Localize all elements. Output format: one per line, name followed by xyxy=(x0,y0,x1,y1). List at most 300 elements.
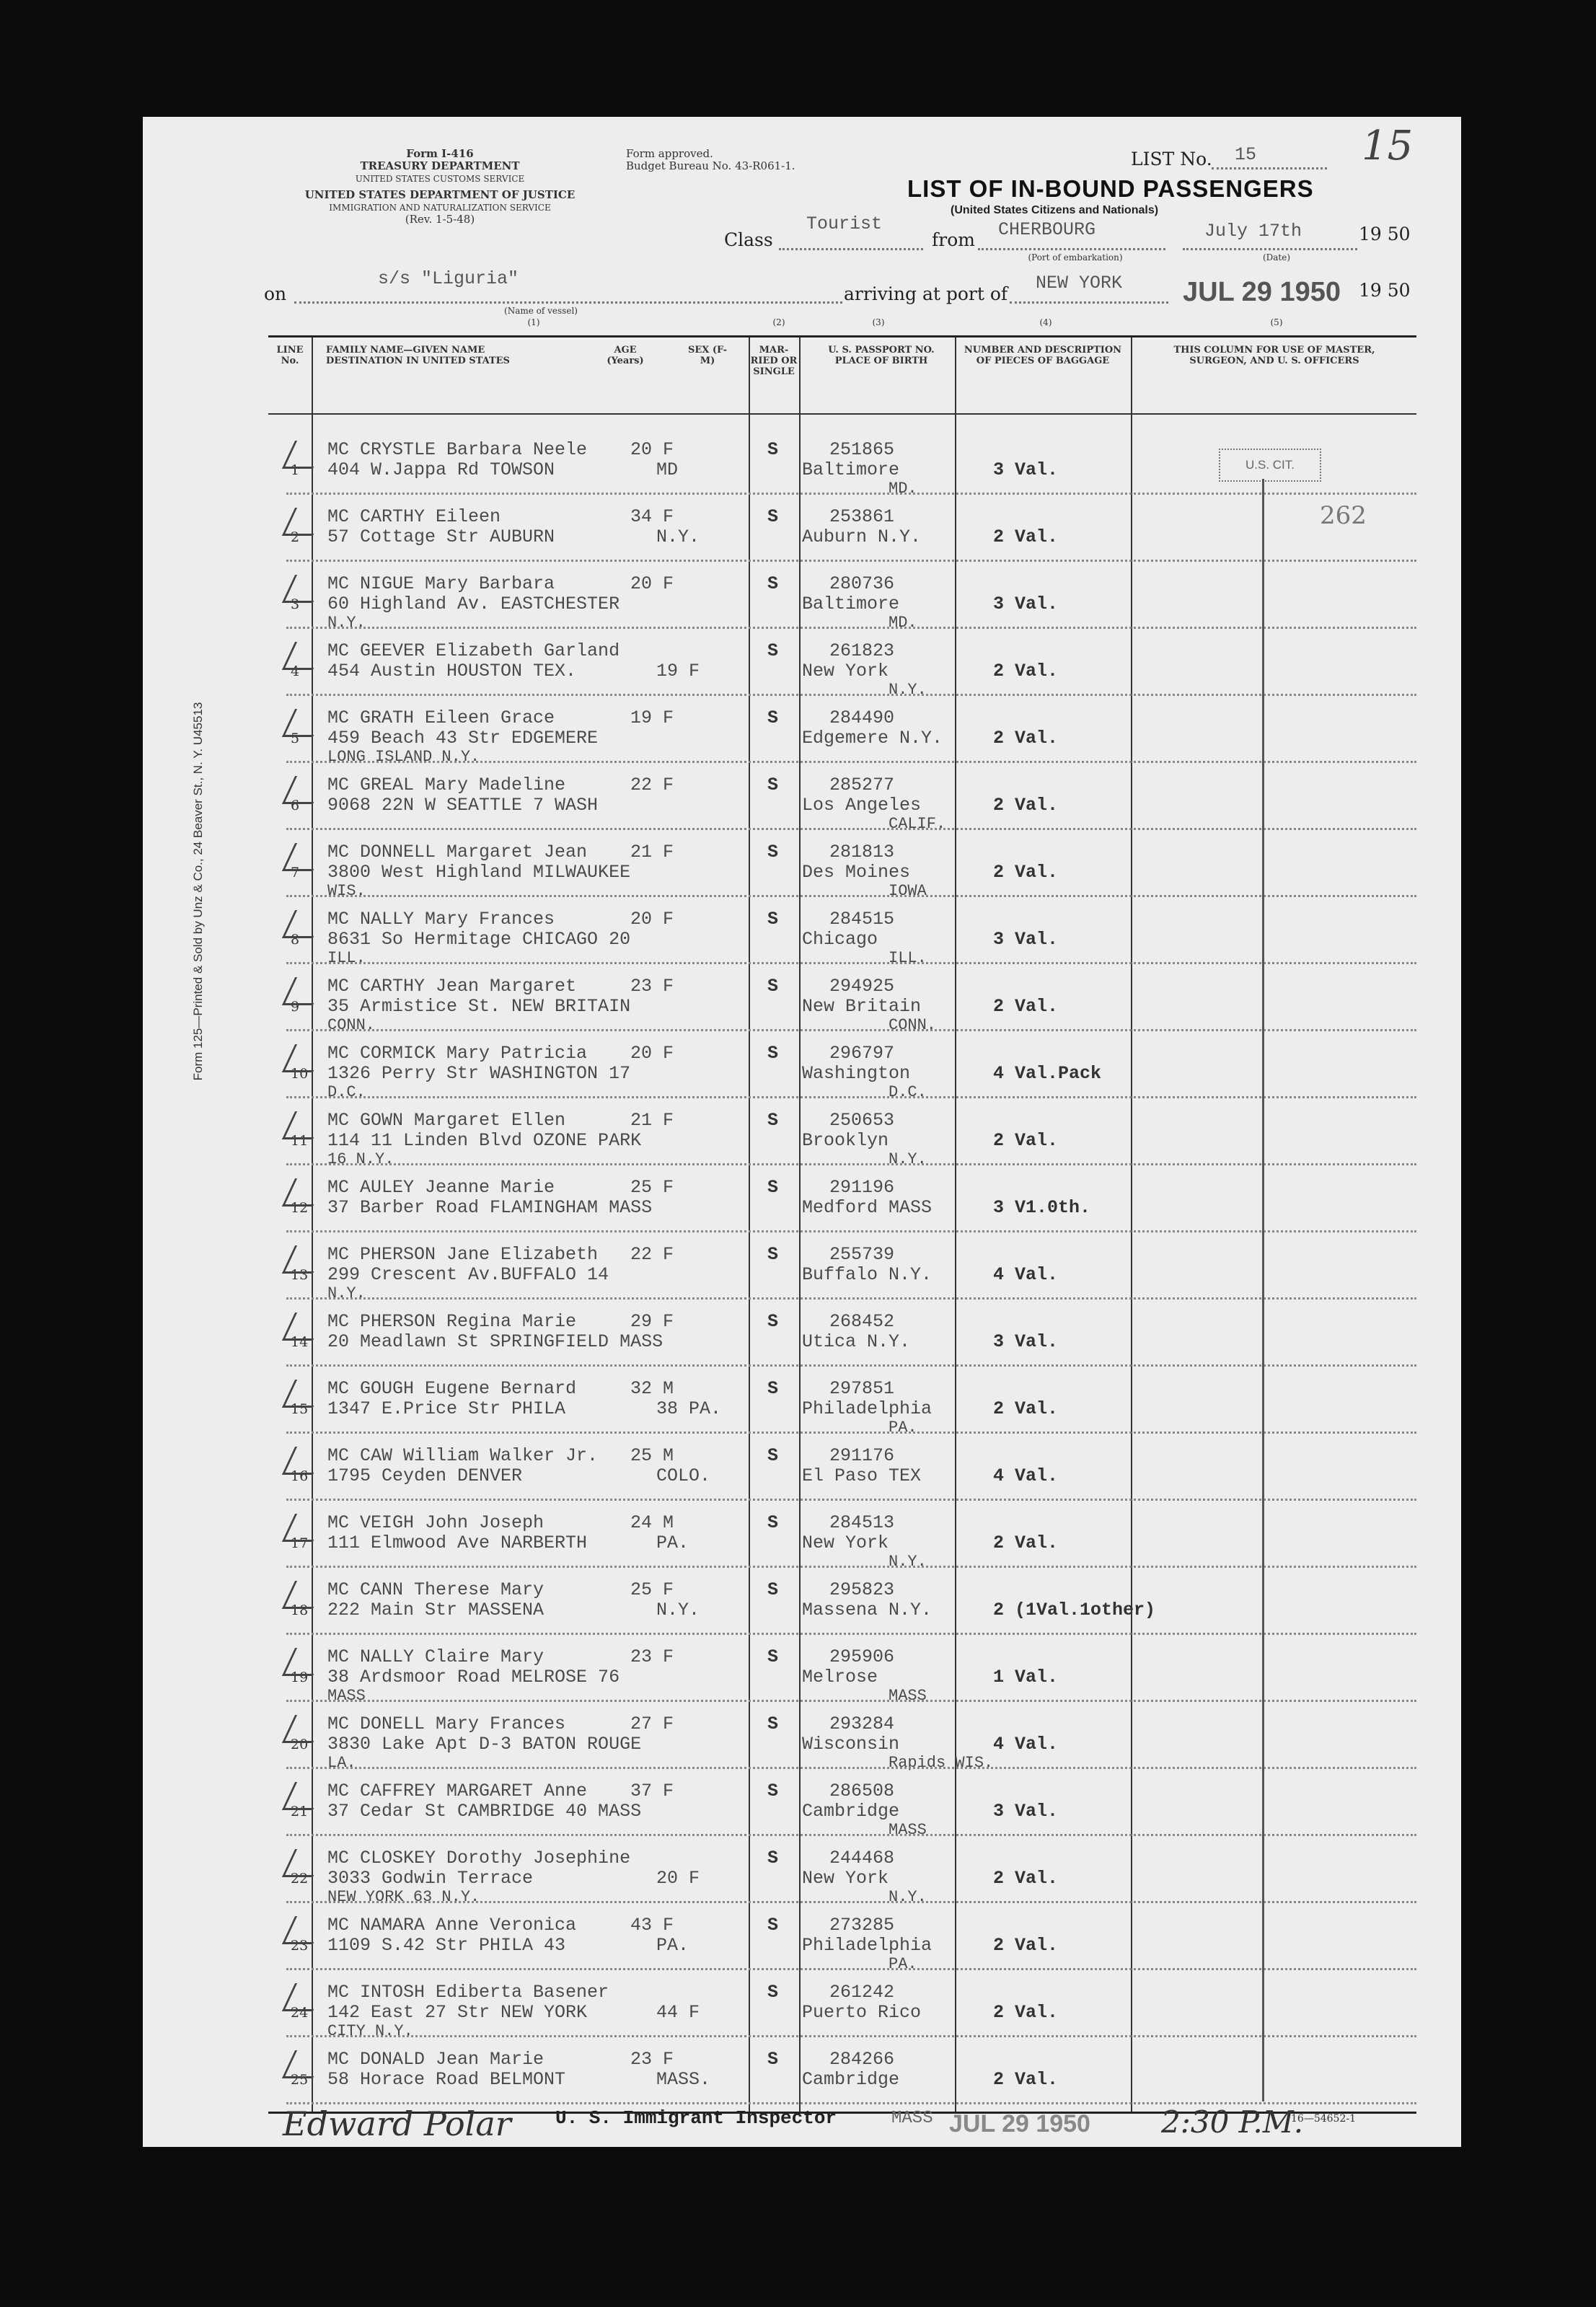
passport-number: 255739 xyxy=(829,1244,895,1265)
table-row xyxy=(268,1769,1416,1839)
table-row xyxy=(268,1098,1416,1168)
place-of-birth-state: MASS xyxy=(889,1687,927,1705)
table-row xyxy=(268,1232,1416,1300)
checkmark-icon xyxy=(282,977,326,1005)
table-row xyxy=(268,1836,1416,1906)
col-header-officers: THIS COLUMN FOR USE OF MASTER, SURGEON, AND U. S. OFFICERS xyxy=(1173,345,1375,366)
place-of-birth-state: MD. xyxy=(889,614,917,632)
place-of-birth: Auburn N.Y. xyxy=(802,526,922,547)
passenger-name: MC CLOSKEY Dorothy Josephine xyxy=(327,1848,631,1869)
destination-address: 20 Meadlawn St SPRINGFIELD MASS xyxy=(327,1331,663,1352)
inspector-signature: Edward Polar xyxy=(283,2104,511,2143)
age-sex: 32 M xyxy=(630,1378,674,1399)
place-of-birth-state: N.Y. xyxy=(889,1888,927,1906)
passenger-name: MC CARTHY Eileen xyxy=(327,506,501,527)
table-row xyxy=(268,495,1416,562)
place-of-birth-state: IOWA xyxy=(889,882,927,900)
form-approved: Form approved. xyxy=(626,147,713,160)
place-of-birth-state: CONN. xyxy=(889,1016,937,1034)
destination-address: 114 11 Linden Blvd OZONE PARK xyxy=(327,1130,642,1151)
age-sex: 20 F xyxy=(630,573,674,594)
table-row xyxy=(268,964,1416,1034)
pencil-annotation: 262 xyxy=(1320,501,1367,530)
age-sex: 29 F xyxy=(630,1311,674,1332)
destination-state: 44 F xyxy=(656,2002,700,2023)
marital-status: S xyxy=(767,1043,779,1064)
passport-number: 261823 xyxy=(829,640,895,661)
arrival-port: NEW YORK xyxy=(1036,273,1123,294)
place-of-birth: Massena N.Y. xyxy=(802,1600,933,1620)
destination-address: 222 Main Str MASSENA xyxy=(327,1600,545,1620)
passenger-name: MC NAMARA Anne Veronica xyxy=(327,1915,577,1936)
passport-number: 250653 xyxy=(829,1110,895,1131)
marital-status: S xyxy=(767,1445,779,1466)
checkmark-icon xyxy=(282,1849,326,1877)
header-rule xyxy=(268,413,1416,415)
footer-time: 2:30 P.M. xyxy=(1161,2104,1304,2140)
row-line-number: 12 xyxy=(291,1200,309,1216)
from-label: from xyxy=(932,229,975,250)
baggage: 2 (1Val.1other) xyxy=(993,1600,1156,1620)
age-sex: 21 F xyxy=(630,1110,674,1131)
table-row xyxy=(268,562,1416,632)
passenger-name: MC NIGUE Mary Barbara xyxy=(327,573,555,594)
baggage: 3 V1.0th. xyxy=(993,1197,1091,1218)
row-line-number: 25 xyxy=(291,2072,309,2088)
destination-state: MD xyxy=(656,459,679,480)
checkmark-icon xyxy=(282,709,326,737)
baggage: 2 Val. xyxy=(993,1868,1059,1889)
baggage: 2 Val. xyxy=(993,2069,1059,2090)
table-row xyxy=(268,1903,1416,1973)
place-of-birth-state: N.Y. xyxy=(889,1553,927,1571)
place-of-birth: Brooklyn xyxy=(802,1130,889,1151)
passport-number: 291176 xyxy=(829,1445,895,1466)
checkmark-icon xyxy=(282,1313,326,1341)
baggage: 3 Val. xyxy=(993,1331,1059,1352)
list-number-line xyxy=(1212,167,1327,169)
passport-number: 293284 xyxy=(829,1713,895,1734)
us-citizen-stamp: U.S. CIT. xyxy=(1219,449,1321,482)
baggage: 2 Val. xyxy=(993,1935,1059,1956)
inspector-extra: MASS xyxy=(891,2109,933,2128)
destination-address: 1347 E.Price Str PHILA xyxy=(327,1398,566,1419)
marital-status: S xyxy=(767,1848,779,1869)
destination-extra: N.Y. xyxy=(327,614,366,632)
place-of-birth: New York xyxy=(802,661,889,681)
passenger-name: MC GOWN Margaret Ellen xyxy=(327,1110,566,1131)
passenger-name: MC DONNELL Margaret Jean xyxy=(327,842,588,863)
destination-extra: LA. xyxy=(327,1754,356,1772)
row-line-number: 1 xyxy=(291,462,300,478)
place-of-birth-state: PA. xyxy=(889,1955,917,1973)
row-line-number: 22 xyxy=(291,1871,309,1887)
age-sex: 27 F xyxy=(630,1713,674,1734)
destination-address: 404 W.Jappa Rd TOWSON xyxy=(327,459,555,480)
place-of-birth: Utica N.Y. xyxy=(802,1331,911,1352)
destination-state: N.Y. xyxy=(656,526,700,547)
arriving-label: arriving at port of xyxy=(844,283,1008,304)
table-row xyxy=(268,830,1416,900)
us-citizen-bracket-line xyxy=(1262,479,1264,2101)
passport-number: 291196 xyxy=(829,1177,895,1198)
passenger-name: MC GREAL Mary Madeline xyxy=(327,775,566,795)
checkmark-icon xyxy=(282,441,326,469)
row-line-number: 13 xyxy=(291,1267,309,1283)
destination-extra: N.Y. xyxy=(327,1284,366,1302)
destination-state: N.Y. xyxy=(656,1600,700,1620)
passport-number: 261242 xyxy=(829,1982,895,2003)
marital-status: S xyxy=(767,1244,779,1265)
row-line-number: 11 xyxy=(291,1133,309,1149)
destination-address: 60 Highland Av. EASTCHESTER xyxy=(327,594,620,614)
checkmark-icon xyxy=(282,2050,326,2078)
passenger-name: MC DONALD Jean Marie xyxy=(327,2049,545,2070)
marital-status: S xyxy=(767,1915,779,1936)
destination-state: MASS. xyxy=(656,2069,711,2090)
passport-number: 295906 xyxy=(829,1646,895,1667)
passport-number: 295823 xyxy=(829,1579,895,1600)
row-line-number: 24 xyxy=(291,2005,309,2021)
checkmark-icon xyxy=(282,1178,326,1207)
age-sex: 24 M xyxy=(630,1512,674,1533)
age-sex: 25 F xyxy=(630,1177,674,1198)
passenger-name: MC CRYSTLE Barbara Neele xyxy=(327,439,588,460)
passenger-name: MC PHERSON Regina Marie xyxy=(327,1311,577,1332)
passport-number: 281813 xyxy=(829,842,895,863)
destination-state: 38 PA. xyxy=(656,1398,722,1419)
budget-bureau: Budget Bureau No. 43-R061-1. xyxy=(626,159,795,172)
from-caption: (Port of embarkation) xyxy=(1028,252,1123,263)
age-sex: 23 F xyxy=(630,2049,674,2070)
class-label: Class xyxy=(724,229,773,250)
arrival-year: 19 50 xyxy=(1359,280,1411,301)
destination-state: 19 F xyxy=(656,661,700,681)
destination-extra: CONN. xyxy=(327,1016,376,1034)
checkmark-icon xyxy=(282,1044,326,1072)
place-of-birth-state: PA. xyxy=(889,1419,917,1437)
passenger-name: MC CORMICK Mary Patricia xyxy=(327,1043,588,1064)
passenger-name: MC GOUGH Eugene Bernard xyxy=(327,1378,577,1399)
marital-status: S xyxy=(767,1982,779,2003)
caption-3: (3) xyxy=(872,317,885,327)
baggage: 4 Val.Pack xyxy=(993,1063,1102,1084)
passenger-name: MC AULEY Jeanne Marie xyxy=(327,1177,555,1198)
destination-address: 111 Elmwood Ave NARBERTH xyxy=(327,1532,588,1553)
table-row xyxy=(268,2037,1416,2104)
page-subtitle: (United States Citizens and Nationals) xyxy=(951,204,1159,216)
table-row xyxy=(268,1165,1416,1232)
list-number-handwritten: 15 xyxy=(1362,123,1414,169)
baggage: 2 Val. xyxy=(993,996,1059,1017)
table-row xyxy=(268,763,1416,833)
marital-status: S xyxy=(767,1311,779,1332)
destination-extra: LONG ISLAND N.Y. xyxy=(327,748,480,766)
list-number-value: 15 xyxy=(1235,144,1257,165)
place-of-birth-state: ILL. xyxy=(889,949,927,967)
marital-status: S xyxy=(767,506,779,527)
passenger-table xyxy=(268,335,1416,2114)
col-header-age: AGE (Years) xyxy=(607,345,644,366)
age-sex: 25 F xyxy=(630,1579,674,1600)
destination-address: 454 Austin HOUSTON TEX. xyxy=(327,661,577,681)
arrival-date-stamp: JUL 29 1950 xyxy=(1183,277,1341,307)
baggage: 2 Val. xyxy=(993,862,1059,883)
destination-state: PA. xyxy=(656,1532,689,1553)
col-header-name: FAMILY NAME—GIVEN NAME DESTINATION IN UNITED STATES xyxy=(326,345,510,366)
marital-status: S xyxy=(767,842,779,863)
checkmark-icon xyxy=(282,1581,326,1609)
checkmark-icon xyxy=(282,1245,326,1274)
marital-status: S xyxy=(767,1646,779,1667)
place-of-birth: New Britain xyxy=(802,996,922,1017)
place-of-birth: New York xyxy=(802,1868,889,1889)
marital-status: S xyxy=(767,1781,779,1801)
place-of-birth: Philadelphia xyxy=(802,1398,933,1419)
checkmark-icon xyxy=(282,843,326,871)
destination-address: 142 East 27 Str NEW YORK xyxy=(327,2002,588,2023)
row-line-number: 6 xyxy=(291,798,300,813)
date-value: July 17th xyxy=(1204,221,1302,242)
destination-extra: NEW YORK 63 N.Y. xyxy=(327,1888,480,1906)
destination-address: 38 Ardsmoor Road MELROSE 76 xyxy=(327,1667,620,1688)
col-header-passport: U. S. PASSPORT NO. PLACE OF BIRTH xyxy=(828,345,935,366)
passenger-name: MC CARTHY Jean Margaret xyxy=(327,976,577,997)
table-row xyxy=(268,1300,1416,1367)
destination-address: 37 Barber Road FLAMINGHAM MASS xyxy=(327,1197,653,1218)
col-header-sex: SEX (F-M) xyxy=(687,345,728,366)
place-of-birth-state: MD. xyxy=(889,480,917,498)
destination-address: 9068 22N W SEATTLE 7 WASH xyxy=(327,795,599,816)
date-line xyxy=(1183,248,1357,250)
baggage: 2 Val. xyxy=(993,795,1059,816)
marital-status: S xyxy=(767,1378,779,1399)
row-line-number: 7 xyxy=(291,865,300,881)
place-of-birth: El Paso TEX xyxy=(802,1465,922,1486)
passport-number: 284515 xyxy=(829,909,895,930)
list-number-label: LIST No. xyxy=(1131,149,1212,169)
place-of-birth: Medford MASS xyxy=(802,1197,933,1218)
age-sex: 20 F xyxy=(630,1043,674,1064)
destination-extra: ILL. xyxy=(327,949,366,967)
checkmark-icon xyxy=(282,575,326,603)
age-sex: 21 F xyxy=(630,842,674,863)
marital-status: S xyxy=(767,573,779,594)
checkmark-icon xyxy=(282,1514,326,1542)
marital-status: S xyxy=(767,640,779,661)
destination-extra: MASS xyxy=(327,1687,366,1705)
destination-extra: WIS. xyxy=(327,882,366,900)
row-line-number: 4 xyxy=(291,663,300,679)
destination-address: 299 Crescent Av.BUFFALO 14 xyxy=(327,1264,609,1285)
marital-status: S xyxy=(767,1177,779,1198)
place-of-birth: Buffalo N.Y. xyxy=(802,1264,933,1285)
checkmark-icon xyxy=(282,1782,326,1810)
marital-status: S xyxy=(767,1110,779,1131)
age-sex: 23 F xyxy=(630,976,674,997)
age-sex: 20 F xyxy=(630,909,674,930)
baggage: 3 Val. xyxy=(993,459,1059,480)
passport-number: 273285 xyxy=(829,1915,895,1936)
passenger-name: MC PHERSON Jane Elizabeth xyxy=(327,1244,599,1265)
place-of-birth: Melrose xyxy=(802,1667,878,1688)
place-of-birth-state: N.Y. xyxy=(889,681,927,699)
from-value: CHERBOURG xyxy=(998,219,1096,240)
place-of-birth-state: D.C. xyxy=(889,1083,927,1101)
date-year: 19 50 xyxy=(1359,224,1411,244)
place-of-birth: New York xyxy=(802,1532,889,1553)
passenger-name: MC CANN Therese Mary xyxy=(327,1579,545,1600)
passenger-name: MC GEEVER Elizabeth Garland xyxy=(327,640,620,661)
form-number: Form I-416 xyxy=(406,147,474,160)
passport-number: 294925 xyxy=(829,976,895,997)
vessel-line xyxy=(294,301,842,304)
passport-number: 253861 xyxy=(829,506,895,527)
marital-status: S xyxy=(767,707,779,728)
marital-status: S xyxy=(767,439,779,460)
page-title: LIST OF IN-BOUND PASSENGERS xyxy=(907,175,1314,202)
passport-number: 284266 xyxy=(829,2049,895,2070)
col-header-married: MAR- RIED OR SINGLE xyxy=(750,345,798,377)
table-row xyxy=(268,897,1416,967)
passport-number: 284513 xyxy=(829,1512,895,1533)
age-sex: 23 F xyxy=(630,1646,674,1667)
table-row xyxy=(268,1970,1416,2040)
row-line-number: 8 xyxy=(291,932,300,948)
row-line-number: 14 xyxy=(291,1334,309,1350)
caption-2: (2) xyxy=(772,317,785,327)
row-line-number: 10 xyxy=(291,1066,309,1082)
passenger-name: MC GRATH Eileen Grace xyxy=(327,707,555,728)
checkmark-icon xyxy=(282,1715,326,1743)
passenger-name: MC NALLY Claire Mary xyxy=(327,1646,545,1667)
baggage: 4 Val. xyxy=(993,1465,1059,1486)
class-line xyxy=(779,248,923,250)
marital-status: S xyxy=(767,976,779,997)
destination-address: 8631 So Hermitage CHICAGO 20 xyxy=(327,929,631,950)
col-header-line: LINE No. xyxy=(276,345,304,366)
place-of-birth: Chicago xyxy=(802,929,878,950)
baggage: 4 Val. xyxy=(993,1734,1059,1755)
destination-address: 1326 Perry Str WASHINGTON 17 xyxy=(327,1063,631,1084)
checkmark-icon xyxy=(282,1916,326,1944)
baggage: 2 Val. xyxy=(993,526,1059,547)
destination-address: 35 Armistice St. NEW BRITAIN xyxy=(327,996,631,1017)
passport-number: 286508 xyxy=(829,1781,895,1801)
destination-address: 57 Cottage Str AUBURN xyxy=(327,526,555,547)
table-row xyxy=(268,1367,1416,1437)
age-sex: 34 F xyxy=(630,506,674,527)
marital-status: S xyxy=(767,909,779,930)
row-line-number: 2 xyxy=(291,529,300,545)
baggage: 3 Val. xyxy=(993,1801,1059,1822)
marital-status: S xyxy=(767,1713,779,1734)
vessel-col-number: (1) xyxy=(527,317,540,327)
customs-service: UNITED STATES CUSTOMS SERVICE xyxy=(355,174,525,184)
vessel-caption: (Name of vessel) xyxy=(504,306,578,316)
arrival-port-line xyxy=(1010,301,1168,304)
age-sex: 43 F xyxy=(630,1915,674,1936)
row-line-number: 20 xyxy=(291,1737,309,1752)
checkmark-icon xyxy=(282,1380,326,1408)
age-sex: 20 F xyxy=(630,439,674,460)
class-value: Tourist xyxy=(806,213,883,234)
passenger-name: MC DONELL Mary Frances xyxy=(327,1713,566,1734)
marital-status: S xyxy=(767,2049,779,2070)
passport-number: 285277 xyxy=(829,775,895,795)
table-row xyxy=(268,1635,1416,1705)
immigration-service: IMMIGRATION AND NATURALIZATION SERVICE xyxy=(329,203,551,213)
destination-state: COLO. xyxy=(656,1465,711,1486)
row-line-number: 15 xyxy=(291,1401,309,1417)
baggage: 1 Val. xyxy=(993,1667,1059,1688)
on-label: on xyxy=(264,283,287,304)
baggage: 4 Val. xyxy=(993,1264,1059,1285)
baggage: 2 Val. xyxy=(993,1532,1059,1553)
baggage: 2 Val. xyxy=(993,661,1059,681)
checkmark-icon xyxy=(282,508,326,536)
destination-extra: CITY N.Y. xyxy=(327,2022,413,2040)
destination-state: PA. xyxy=(656,1935,689,1956)
baggage: 3 Val. xyxy=(993,594,1059,614)
age-sex: 22 F xyxy=(630,775,674,795)
destination-address: 3830 Lake Apt D-3 BATON ROUGE xyxy=(327,1734,642,1755)
place-of-birth: Philadelphia xyxy=(802,1935,933,1956)
place-of-birth: Cambridge xyxy=(802,2069,900,2090)
place-of-birth: Baltimore xyxy=(802,459,900,480)
passport-number: 296797 xyxy=(829,1043,895,1064)
inspector-label: U. S. Immigrant Inspector xyxy=(555,2107,837,2129)
passport-number: 268452 xyxy=(829,1311,895,1332)
table-row xyxy=(268,629,1416,699)
destination-address: 58 Horace Road BELMONT xyxy=(327,2069,566,2090)
destination-extra: D.C. xyxy=(327,1083,366,1101)
checkmark-icon xyxy=(282,910,326,938)
place-of-birth: Wisconsin xyxy=(802,1734,900,1755)
place-of-birth: Los Angeles xyxy=(802,795,922,816)
place-of-birth: Puerto Rico xyxy=(802,2002,922,2023)
age-sex: 37 F xyxy=(630,1781,674,1801)
baggage: 2 Val. xyxy=(993,1130,1059,1151)
table-row xyxy=(268,1434,1416,1501)
destination-address: 3800 West Highland MILWAUKEE xyxy=(327,862,631,883)
destination-address: 459 Beach 43 Str EDGEMERE xyxy=(327,728,599,749)
revision-date: (Rev. 1-5-48) xyxy=(405,213,475,226)
checkmark-icon xyxy=(282,642,326,670)
form-code: 16—54652-1 xyxy=(1291,2113,1356,2125)
passport-number: 244468 xyxy=(829,1848,895,1869)
place-of-birth-state: Rapids WIS. xyxy=(889,1754,994,1772)
department-of-justice: UNITED STATES DEPARTMENT OF JUSTICE xyxy=(304,188,576,201)
destination-state: 20 F xyxy=(656,1868,700,1889)
row-line-number: 17 xyxy=(291,1535,309,1551)
footer-date-stamp: JUL 29 1950 xyxy=(949,2110,1090,2138)
row-line-number: 9 xyxy=(291,999,300,1015)
place-of-birth-state: CALIF. xyxy=(889,815,946,833)
passenger-name: MC INTOSH Ediberta Basener xyxy=(327,1982,609,2003)
place-of-birth: Cambridge xyxy=(802,1801,900,1822)
destination-address: 1109 S.42 Str PHILA 43 xyxy=(327,1935,566,1956)
marital-status: S xyxy=(767,1579,779,1600)
age-sex: 22 F xyxy=(630,1244,674,1265)
table-row xyxy=(268,1568,1416,1635)
passport-number: 297851 xyxy=(829,1378,895,1399)
checkmark-icon xyxy=(282,1111,326,1139)
table-row xyxy=(268,1501,1416,1571)
place-of-birth: Baltimore xyxy=(802,594,900,614)
row-line-number: 23 xyxy=(291,1938,309,1954)
baggage: 2 Val. xyxy=(993,728,1059,749)
